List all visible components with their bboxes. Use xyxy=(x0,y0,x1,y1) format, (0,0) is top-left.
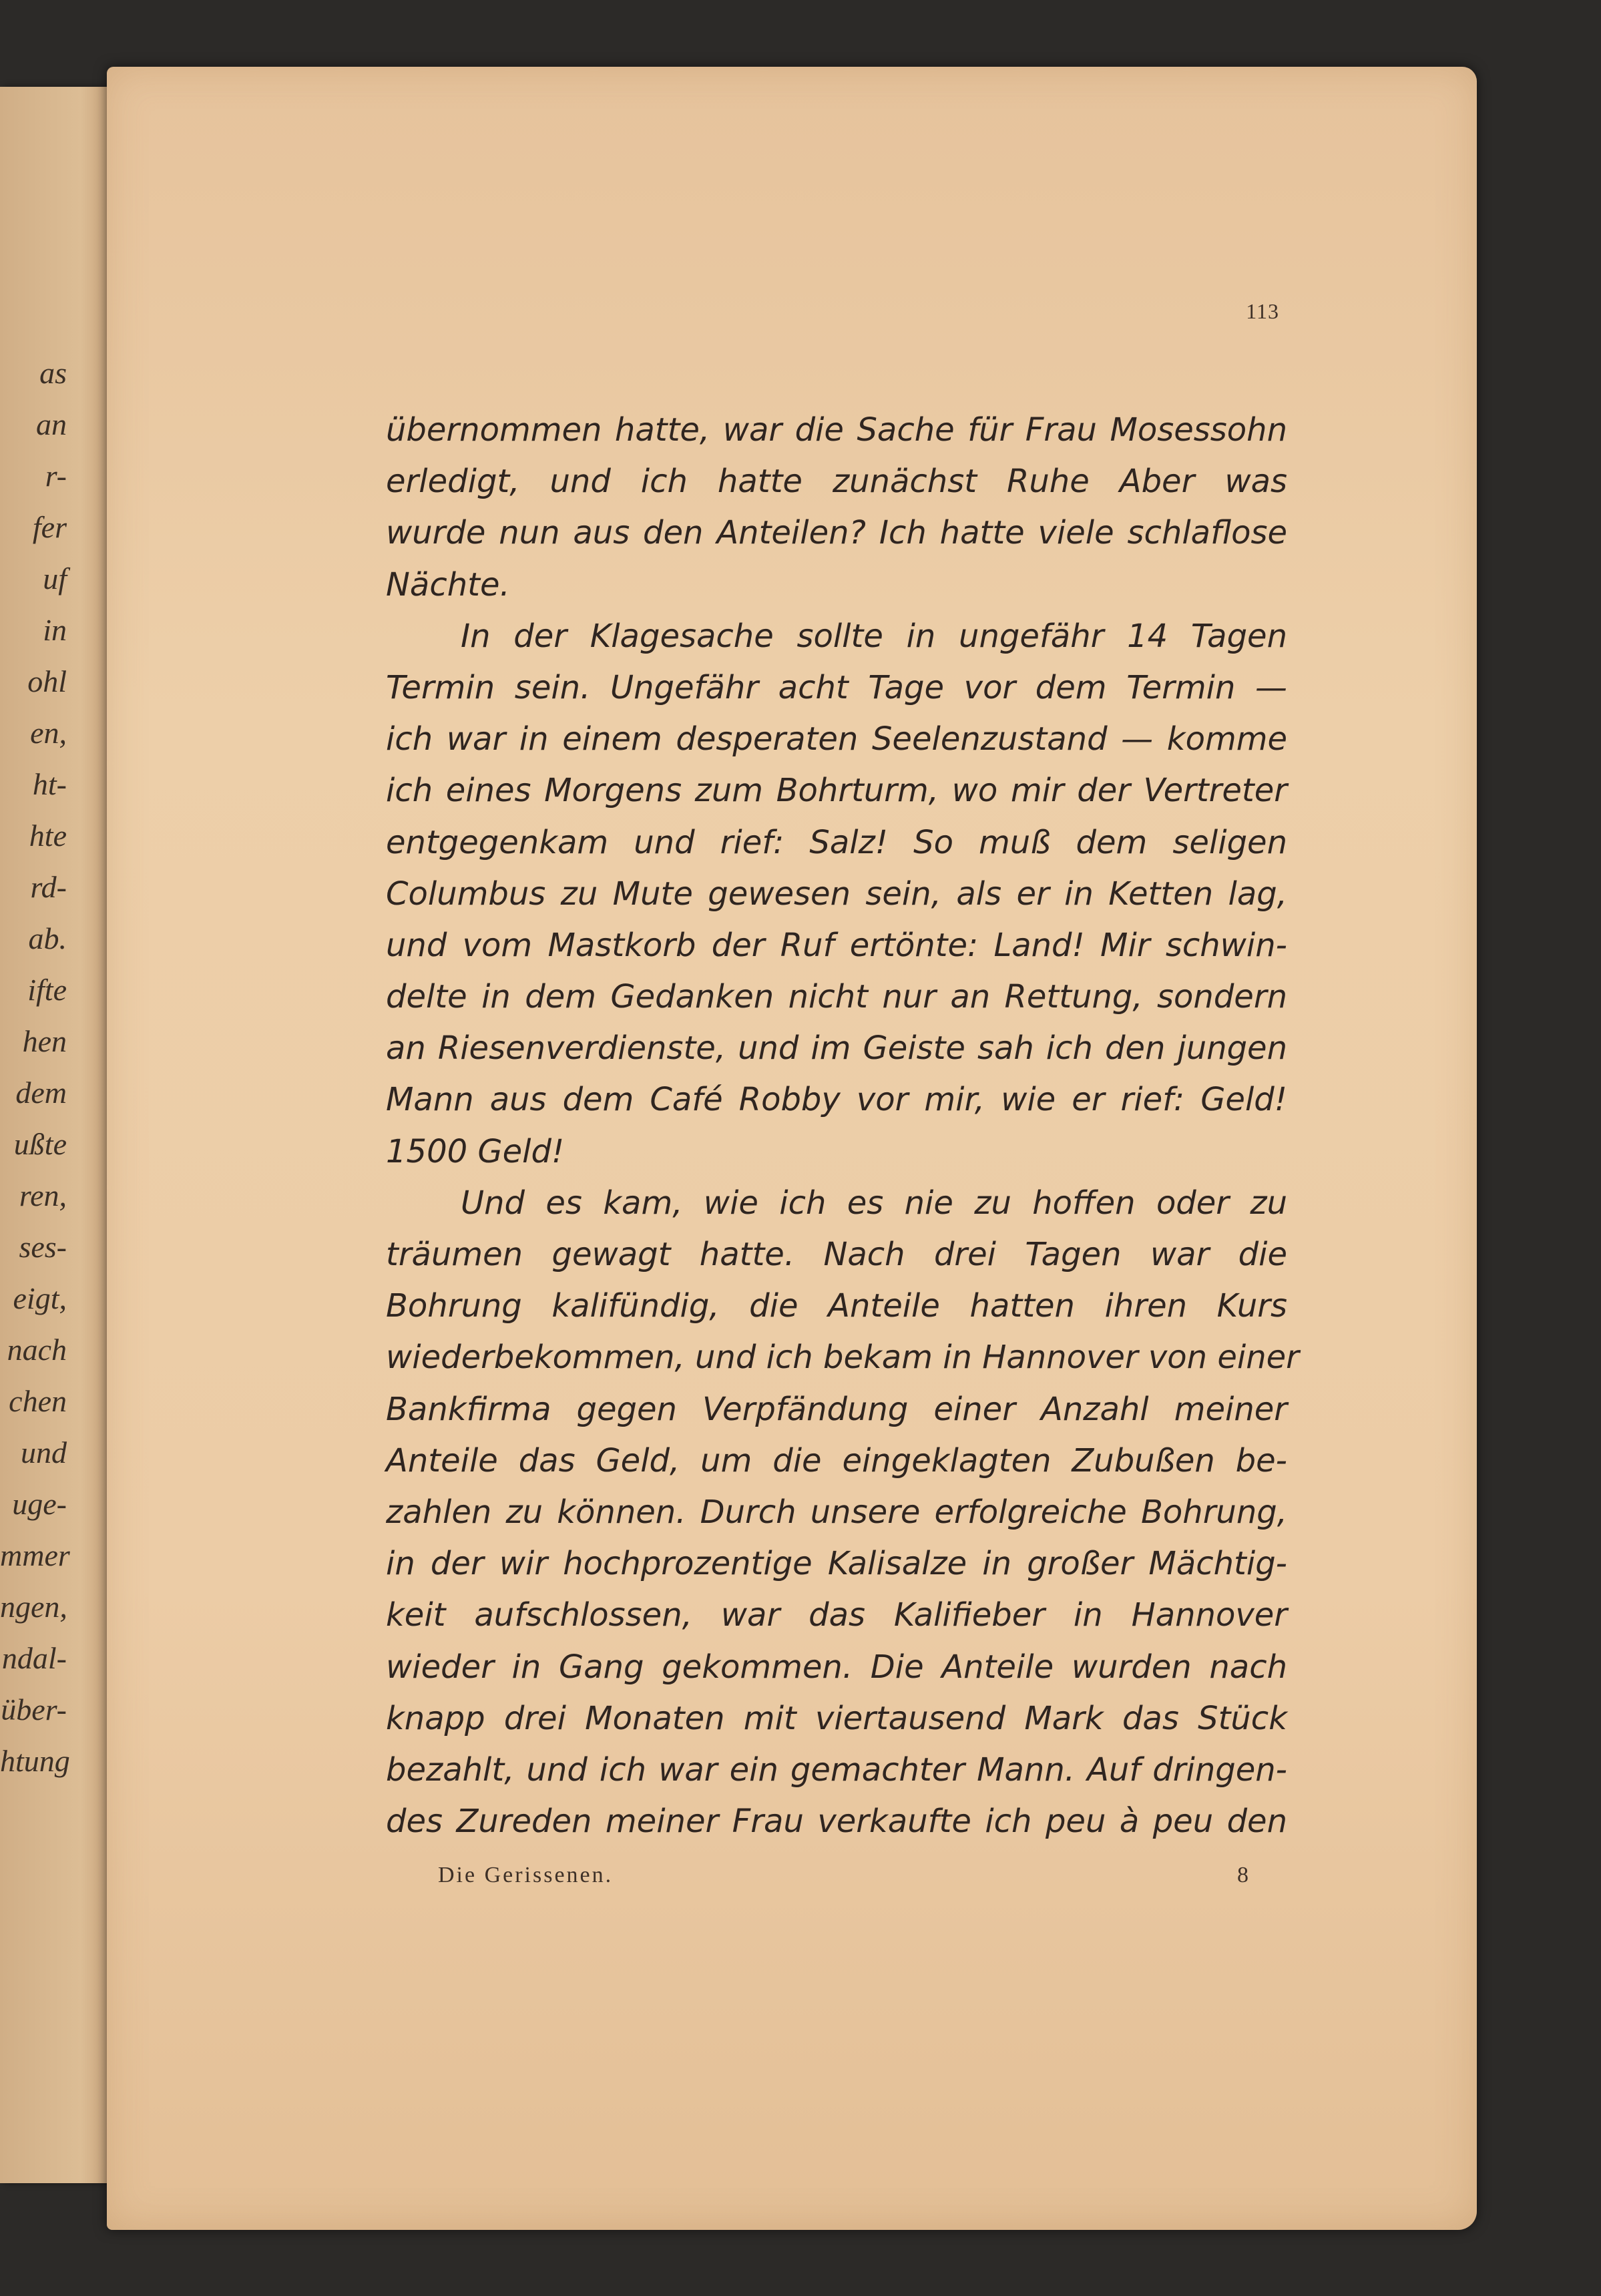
text-line: bezahlt, und ich war ein gemachter Mann. Auf dringen- xyxy=(386,1751,1287,1789)
text-line: Anteile das Geld, um die eingeklagten Zubußen be- xyxy=(386,1441,1287,1479)
facing-page-fragment: dem xyxy=(15,1076,67,1110)
text-line: In der Klagesache sollte in ungefähr 14 Tagen xyxy=(461,617,1287,655)
text-line: zahlen zu können. Durch unsere erfolgreiche Bohrung, xyxy=(386,1493,1287,1531)
text-line: wiederbekommen, und ich bekam in Hannover von einer xyxy=(386,1339,1299,1377)
facing-page-fragment: ngen, xyxy=(0,1590,67,1624)
text-line: keit aufschlossen, war das Kalifieber in Hannover xyxy=(386,1596,1287,1634)
text-line: wieder in Gang gekommen. Die Anteile wurden nach xyxy=(386,1648,1287,1686)
text-line: erledigt, und ich hatte zunächst Ruhe Aber was xyxy=(386,463,1287,501)
body-text xyxy=(386,405,1299,1847)
text-line: übernommen hatte, war die Sache für Frau Mosessohn xyxy=(386,411,1287,449)
facing-page-fragment: mmer xyxy=(0,1538,70,1572)
facing-page-fragment: eigt, xyxy=(13,1281,67,1315)
facing-page-fragment: uge- xyxy=(12,1487,67,1521)
facing-page-fragment: ußte xyxy=(13,1127,67,1161)
signature-mark: 8 xyxy=(1237,1863,1248,1887)
facing-page-fragment: ht- xyxy=(32,767,67,801)
text-line: delte in dem Gedanken nicht nur an Rettung, sondern xyxy=(386,978,1287,1016)
facing-page-fragment: chen xyxy=(9,1384,67,1418)
facing-page-fragment: ses- xyxy=(19,1230,67,1264)
text-line: 1500 Geld! xyxy=(386,1132,565,1170)
facing-page-fragment: ab. xyxy=(28,921,67,955)
text-line: ich eines Morgens zum Bohrturm, wo mir der Vertreter xyxy=(386,772,1287,810)
text-line: Mann aus dem Café Robby vor mir, wie er rief: Geld! xyxy=(386,1081,1287,1119)
text-line: Und es kam, wie ich es nie zu hoffen oder zu xyxy=(461,1184,1287,1222)
text-line: Nächte. xyxy=(386,565,510,604)
facing-page-fragment: r- xyxy=(45,459,67,493)
text-line: Termin sein. Ungefähr acht Tage vor dem Termin — xyxy=(386,668,1287,706)
text-line: Columbus zu Mute gewesen sein, als er in Ketten lag, xyxy=(386,875,1287,913)
facing-page-fragment: htung xyxy=(0,1744,70,1778)
facing-page-fragment: en, xyxy=(30,716,67,750)
facing-page-fragment: rd- xyxy=(30,870,67,904)
facing-page-fragment: hte xyxy=(29,819,67,853)
facing-page-edge xyxy=(0,87,115,2183)
running-footer-title: Die Gerissenen. xyxy=(438,1863,614,1887)
facing-page-fragment: as xyxy=(39,356,67,390)
facing-page-fragment: uf xyxy=(43,561,67,596)
facing-page-fragment: ndal- xyxy=(1,1641,67,1675)
facing-page-fragment: ifte xyxy=(27,973,67,1007)
text-line: träumen gewagt hatte. Nach drei Tagen war die xyxy=(386,1236,1287,1273)
facing-page-text-fragments xyxy=(0,347,70,1787)
facing-page-fragment: und xyxy=(21,1435,67,1469)
text-line: ich war in einem desperaten Seelenzustand — komme xyxy=(386,720,1287,758)
facing-page-fragment: ren, xyxy=(19,1178,67,1212)
text-line: Bohrung kalifündig, die Anteile hatten ihren Kurs xyxy=(386,1287,1287,1325)
text-line: Bankfirma gegen Verpfändung einer Anzahl meiner xyxy=(386,1390,1287,1428)
facing-page-fragment: nach xyxy=(7,1333,67,1367)
text-line: knapp drei Monaten mit viertausend Mark das Stück xyxy=(386,1699,1287,1737)
facing-page-fragment: an xyxy=(36,407,67,441)
book-page xyxy=(107,67,1477,2230)
facing-page-fragment: in xyxy=(43,613,67,647)
text-line: des Zureden meiner Frau verkaufte ich peu à peu den xyxy=(386,1803,1287,1841)
text-line: und vom Mastkorb der Ruf ertönte: Land! Mir schwin- xyxy=(386,926,1287,964)
page-number: 113 xyxy=(1246,299,1279,323)
text-line: wurde nun aus den Anteilen? Ich hatte viele schlaflose xyxy=(386,514,1287,552)
facing-page-fragment: ohl xyxy=(27,664,67,698)
text-line: an Riesenverdienste, und im Geiste sah ich den jungen xyxy=(386,1029,1287,1068)
text-line: entgegenkam und rief: Salz! So muß dem seligen xyxy=(386,823,1287,861)
facing-page-fragment: fer xyxy=(32,510,67,544)
facing-page-fragment: über- xyxy=(1,1692,67,1727)
text-line: in der wir hochprozentige Kalisalze in großer Mächtig- xyxy=(386,1545,1287,1583)
facing-page-fragment: hen xyxy=(22,1024,67,1058)
